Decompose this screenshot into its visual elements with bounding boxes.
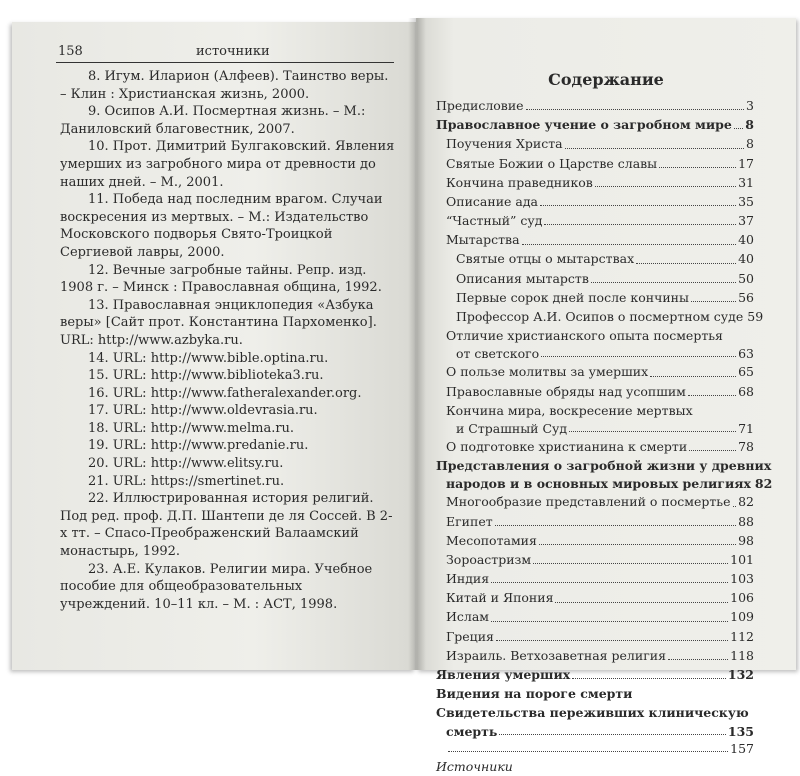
toc-entry	[436, 326, 754, 345]
toc-entry	[436, 512, 754, 531]
source-entry	[60, 262, 396, 297]
toc-leader-dots	[659, 167, 736, 168]
toc-entry-page: 112	[730, 628, 754, 644]
toc-entry	[436, 437, 754, 456]
source-entry	[60, 367, 396, 385]
toc-entry-label: Ислам	[446, 609, 490, 625]
toc-entry	[436, 173, 754, 192]
toc-leader-dots	[522, 244, 737, 245]
source-entry-text: 13. Православная энциклопедия «Азбука веры» [Сайт прот. Константина Пархоменко]. URL: http://www.azbyka.ru.	[60, 297, 377, 348]
toc-entry-label: Описания мытарств	[456, 270, 589, 286]
source-entry	[60, 68, 396, 103]
source-entry-text: 9. Осипов А.И. Посмертная жизнь. – М.: Даниловский благовестник, 2007.	[60, 104, 366, 137]
toc-entry-label: Профессор А.И. Осипов о посмертном суде	[456, 309, 744, 325]
source-entry-text: 10. Прот. Димитрий Булгаковский. Явления умерших из загробного мира от древности до наших дней. – М., 2001.	[60, 139, 395, 190]
toc-entry-page: 63	[738, 346, 754, 362]
toc-entry-label: Первые сорок дней после кончины	[456, 289, 689, 305]
toc-entry	[436, 588, 754, 607]
toc-leader-dots	[541, 356, 736, 357]
toc-entry-page: 50	[738, 270, 754, 286]
source-entry	[60, 385, 396, 403]
source-entry-text: 12. Вечные загробные тайны. Репр. изд. 1908 г. – Минск : Православная община, 1992.	[60, 262, 382, 296]
toc-entry-page: 157	[730, 740, 754, 756]
toc-entry	[436, 627, 754, 646]
toc-leader-dots	[544, 224, 736, 225]
toc-leader-dots	[691, 301, 736, 302]
toc-entry-label: и Страшный Суд	[456, 421, 568, 436]
toc-entry-page: 8	[746, 136, 754, 152]
source-entry-text: 14. URL: http://www.bible.optina.ru.	[88, 350, 329, 366]
toc-entry-page: 8	[745, 117, 754, 133]
toc-leader-dots	[668, 659, 728, 660]
toc-entry-label: О пользе молитвы за умерших	[446, 364, 649, 380]
toc-leader-dots	[499, 734, 726, 735]
toc-entry-page: 106	[730, 590, 754, 606]
toc-entry	[436, 288, 754, 307]
toc-entry-label: Многообразие представлений о посмертье	[446, 494, 731, 510]
source-entry	[60, 103, 396, 138]
toc-entry-label: Святые Божии о Царстве славы	[446, 155, 658, 171]
toc-entry-page: 82	[754, 476, 773, 492]
toc-entry	[436, 723, 754, 740]
toc-entry	[436, 250, 754, 269]
toc-leader-dots	[591, 282, 736, 283]
toc-leader-dots	[491, 582, 728, 583]
toc-entry-page: 59	[747, 309, 764, 325]
toc-entry	[436, 307, 764, 326]
toc-entry	[436, 531, 754, 550]
source-entry	[60, 138, 396, 191]
toc-entry	[436, 154, 754, 173]
source-entry-text: 8. Игум. Иларион (Алфеев). Таинство веры. – Клин : Христианская жизнь, 2000.	[60, 69, 389, 102]
toc-entry-page: 82	[738, 494, 754, 510]
toc-entry-page: 132	[727, 667, 754, 683]
toc-entry-page: 71	[738, 421, 754, 436]
toc-title: Содержание	[548, 70, 664, 89]
toc-entry-label: Мытарства	[446, 232, 520, 248]
toc-entry-page: 68	[738, 383, 754, 399]
table-of-contents	[436, 96, 773, 776]
toc-entry	[436, 740, 754, 757]
toc-leader-dots	[636, 263, 736, 264]
toc-leader-dots	[650, 376, 736, 377]
toc-leader-dots	[595, 186, 736, 187]
toc-entry-page: 56	[738, 289, 754, 305]
toc-entry-label: О подготовке христианина к смерти	[446, 438, 688, 454]
source-entry	[60, 420, 396, 438]
toc-entry-page: 40	[738, 232, 754, 248]
toc-entry-label: Православные обряды над усопшим	[446, 383, 686, 399]
toc-entry	[436, 115, 754, 134]
toc-entry-page: 101	[730, 551, 754, 567]
toc-entry-page: 103	[730, 571, 754, 587]
running-title: источники	[196, 44, 270, 59]
toc-leader-dots	[526, 109, 744, 110]
toc-leader-dots	[496, 640, 728, 641]
toc-entry-label: “Частный” суд	[446, 213, 543, 229]
toc-entry	[436, 475, 773, 492]
toc-entry	[436, 608, 754, 627]
toc-entry-label: народов и в основных мировых религиях	[446, 476, 751, 492]
toc-leader-dots	[555, 602, 728, 603]
toc-entry-page: 3	[746, 97, 754, 113]
toc-entry-label: Индия	[446, 571, 490, 587]
toc-entry	[436, 646, 754, 665]
toc-entry	[436, 703, 754, 722]
toc-entry-label: Китай и Япония	[446, 590, 554, 606]
toc-entry	[436, 492, 754, 511]
toc-entry-label: Отличие христианского опыта посмертья	[446, 328, 723, 344]
toc-entry-page: 37	[738, 213, 754, 229]
source-entry	[60, 561, 396, 614]
source-entry-text: 11. Победа над последним врагом. Случаи воскресения из мертвых. – М.: Издательство Московского подворья Свято-Троицкой Сергиевой лавры, 2000.	[60, 192, 383, 260]
toc-entry-page: 98	[738, 532, 754, 548]
source-entry-text: 21. URL: https://smertinet.ru.	[88, 473, 285, 489]
source-entry-text: 22. Иллюстрированная история религий. Под ред. проф. Д.П. Шантепи де ля Соссей. В 2-х тт. – Спасо-Преображенский Валаамский монастырь, 1992.	[60, 491, 393, 560]
source-entry	[60, 437, 396, 455]
toc-entry-page: 78	[738, 438, 754, 454]
source-entry	[60, 455, 396, 473]
toc-entry-label: Израиль. Ветхозаветная религия	[446, 647, 666, 663]
page-number: 158	[58, 44, 83, 59]
source-entry	[60, 402, 396, 420]
source-entry-text: 23. А.Е. Кулаков. Религии мира. Учебное пособие для общеобразовательных учреждений. 10–11 кл. – М. : АСТ, 1998.	[60, 561, 373, 612]
toc-entry-label: от светского	[456, 346, 540, 362]
toc-entry	[436, 192, 754, 211]
source-entry-text: 15. URL: http://www.biblioteka3.ru.	[88, 368, 324, 384]
toc-leader-dots	[540, 205, 736, 206]
toc-entry	[436, 134, 754, 153]
toc-entry-label: Описание ада	[446, 193, 538, 209]
toc-entry-label: Зороастризм	[446, 551, 532, 567]
toc-entry-label: Кончина праведников	[446, 174, 593, 190]
toc-leader-dots	[688, 395, 736, 396]
toc-leader-dots	[491, 621, 728, 622]
toc-leader-dots	[565, 148, 744, 149]
toc-entry-label: Предисловие	[436, 97, 524, 113]
toc-leader-dots	[734, 128, 743, 129]
toc-leader-dots	[733, 506, 737, 507]
toc-entry	[436, 456, 772, 475]
toc-entry-page: 31	[738, 174, 754, 190]
toc-entry-page: 88	[738, 513, 754, 529]
toc-entry	[436, 757, 754, 776]
toc-entry-label: Явления умерших	[436, 667, 571, 683]
toc-leader-dots	[539, 544, 736, 545]
toc-entry-label: Кончина мира, воскресение мертвых	[446, 402, 693, 418]
source-entry-text: 17. URL: http://www.oldevrasia.ru.	[88, 403, 318, 419]
source-entry-text: 16. URL: http://www.fatheralexander.org.	[88, 385, 362, 401]
toc-entry-page: 65	[738, 364, 754, 380]
source-entry	[60, 350, 396, 368]
toc-entry-label: Поучения Христа	[446, 136, 563, 152]
toc-entry-page: 118	[730, 647, 754, 663]
toc-leader-dots	[569, 431, 736, 432]
toc-entry	[436, 420, 754, 437]
toc-entry	[436, 550, 754, 569]
toc-entry-label: Греция	[446, 628, 494, 644]
source-entry-text: 20. URL: http://www.elitsy.ru.	[88, 456, 284, 472]
toc-entry	[436, 269, 754, 288]
toc-entry	[436, 211, 754, 230]
source-entry-text: 19. URL: http://www.predanie.ru.	[88, 438, 309, 454]
toc-entry-label: смерть	[446, 723, 498, 739]
source-entry	[60, 297, 396, 350]
toc-entry-label: Представления о загробной жизни у древних	[436, 458, 772, 474]
toc-entry	[436, 382, 754, 401]
toc-entry	[436, 96, 754, 115]
toc-entry-label: Свидетельства переживших клиническую	[436, 705, 749, 721]
toc-entry-label: Видения на пороге смерти	[436, 686, 633, 702]
toc-leader-dots	[448, 751, 728, 752]
toc-entry-label: Православное учение о загробном мире	[436, 117, 732, 133]
source-entry	[60, 473, 396, 491]
toc-leader-dots	[689, 450, 736, 451]
source-entry-text: 18. URL: http://www.melma.ru.	[88, 420, 295, 436]
toc-leader-dots	[533, 563, 728, 564]
toc-entry-label: Месопотамия	[446, 532, 537, 548]
toc-entry-label: Источники	[436, 758, 513, 774]
toc-entry-page: 109	[730, 609, 754, 625]
toc-entry	[436, 345, 754, 362]
toc-entry-label: Египет	[446, 513, 493, 529]
toc-entry	[436, 684, 754, 703]
toc-entry	[436, 362, 754, 381]
source-entry	[60, 490, 396, 560]
source-entry	[60, 191, 396, 261]
toc-entry-page: 40	[738, 251, 754, 267]
toc-entry-page: 135	[727, 723, 754, 739]
toc-entry	[436, 230, 754, 249]
book-spine	[408, 18, 426, 670]
toc-entry	[436, 401, 754, 420]
toc-entry-page: 17	[738, 155, 754, 171]
toc-entry	[436, 665, 754, 684]
sources-list	[60, 68, 396, 613]
header-rule	[56, 62, 394, 63]
toc-entry	[436, 569, 754, 588]
toc-leader-dots	[495, 525, 736, 526]
toc-entry-label: Святые отцы о мытарствах	[456, 251, 635, 267]
toc-entry-page: 35	[738, 193, 754, 209]
